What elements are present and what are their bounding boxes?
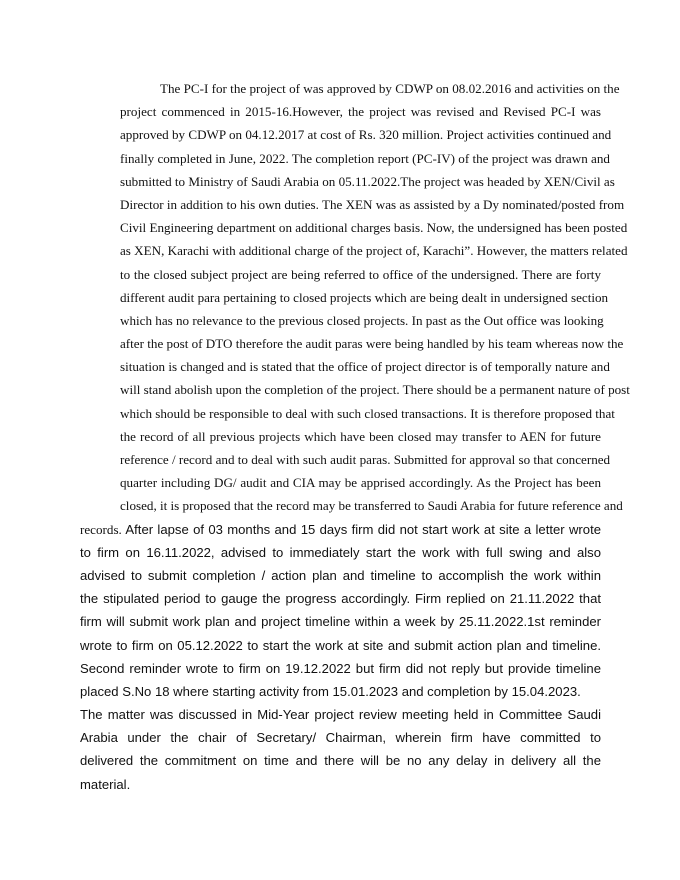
body-text bbox=[80, 77, 630, 796]
text-segment-serif: records. bbox=[80, 521, 122, 537]
text-line: will stand abolish upon the completion of the project. There should be a permanent nature of post bbox=[120, 382, 630, 398]
text-line: after the post of DTO therefore the audit paras were being handled by his team whereas now the bbox=[120, 336, 624, 352]
text-line: Second reminder wrote to firm on 19.12.2022 but firm did not reply but provide timeline bbox=[80, 660, 601, 676]
text-line: the stipulated period to gauge the progress accordingly. Firm replied on 21.11.2022 that bbox=[80, 591, 601, 607]
text-line: which has no relevance to the previous closed projects. In past as the Out office was looking bbox=[120, 312, 604, 328]
text-line: Civil Engineering department on additional charges basis. Now, the undersigned has been posted bbox=[120, 220, 628, 236]
text-line: material. bbox=[80, 776, 131, 792]
text-line: The matter was discussed in Mid-Year project review meeting held in Committee Saudi bbox=[80, 707, 601, 723]
text-line: Director in addition to his own duties. The XEN was as assisted by a Dy nominated/posted from bbox=[120, 196, 625, 212]
text-line: to firm on 16.11.2022, advised to immediately start the work with full swing and also bbox=[80, 544, 601, 560]
text-line: reference / record and to deal with such audit paras. Submitted for approval so that concerned bbox=[120, 452, 611, 467]
text-line: different audit para pertaining to closed projects which are being dealt in undersigned section bbox=[120, 289, 609, 305]
text-line: delivered the commitment on time and there will be no any delay in delivery all the bbox=[80, 753, 601, 769]
text-line: the record of all previous projects which have been closed may transfer to AEN for future bbox=[120, 428, 601, 444]
text-line: firm will submit work plan and project timeline within a week by 25.11.2022.1st reminder bbox=[80, 614, 601, 630]
text-line: placed S.No 18 where starting activity from 15.01.2023 and completion by 15.04.2023. bbox=[80, 683, 581, 699]
text-segment-sans: After lapse of 03 months and 15 days firm did not start work at site a letter wrote bbox=[121, 521, 601, 537]
text-line: approved by CDWP on 04.12.2017 at cost of Rs. 320 million. Project activities continued and bbox=[120, 127, 612, 143]
text-line: to the closed subject project are being referred to office of the undersigned. There are forty bbox=[120, 266, 601, 282]
text-line-mixed bbox=[80, 518, 601, 541]
text-line: as XEN, Karachi with additional charge of the project of, Karachi”. However, the matters related bbox=[120, 243, 628, 259]
text-line: advised to submit completion / action plan and timeline to accomplish the work within bbox=[80, 567, 601, 583]
text-line: situation is changed and is stated that the office of project director is of temporally nature and bbox=[120, 359, 610, 375]
text-line: closed, it is proposed that the record may be transferred to Saudi Arabia for future reference and bbox=[120, 498, 623, 514]
text-line: wrote to firm on 05.12.2022 to start the work at site and submit action plan and timeline. bbox=[80, 637, 601, 653]
text-line: The PC-I for the project of was approved by CDWP on 08.02.2016 and activities on the bbox=[160, 81, 620, 96]
text-line: Arabia under the chair of Secretary/ Chairman, wherein firm have committed to bbox=[80, 730, 601, 746]
text-line: submitted to Ministry of Saudi Arabia on 05.11.2022.The project was headed by XEN/Civil as bbox=[120, 173, 615, 189]
text-line: which should be responsible to deal with such closed transactions. It is therefore proposed that bbox=[120, 405, 615, 421]
text-line: project commenced in 2015-16.However, the project was revised and Revised PC-I was bbox=[120, 104, 601, 120]
text-line: finally completed in June, 2022. The completion report (PC-IV) of the project was drawn and bbox=[120, 150, 610, 166]
text-line: quarter including DG/ audit and CIA may be apprised accordingly. As the Project has been bbox=[120, 475, 601, 491]
